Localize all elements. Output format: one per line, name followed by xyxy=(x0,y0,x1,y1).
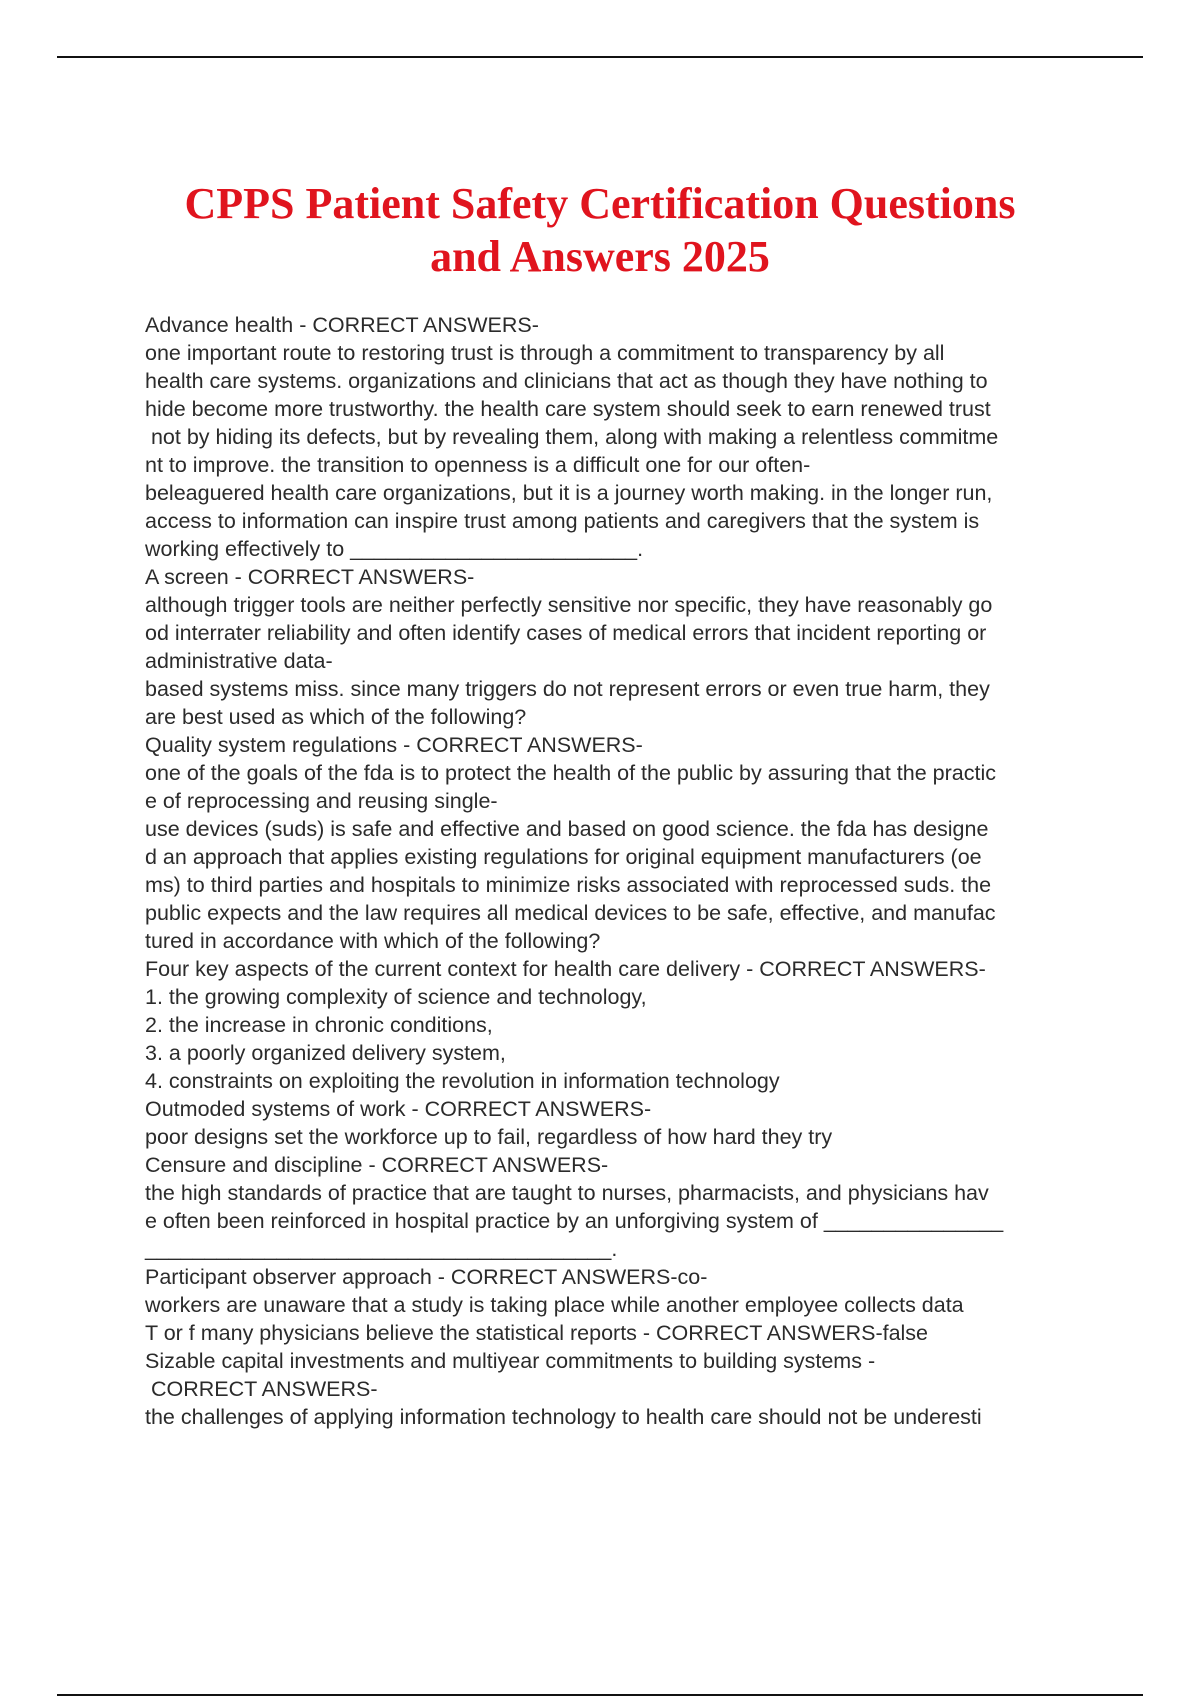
text-line: public expects and the law requires all medical devices to be safe, effective, and manufac xyxy=(145,901,996,925)
text-line: A screen - CORRECT ANSWERS- xyxy=(145,565,475,589)
text-line: _______________________________________. xyxy=(145,1237,618,1261)
text-line: e often been reinforced in hospital practice by an unforgiving system of _______________ xyxy=(145,1209,1004,1233)
text-line: tured in accordance with which of the following? xyxy=(145,929,601,953)
text-line: use devices (suds) is safe and effective and based on good science. the fda has designe xyxy=(145,817,989,841)
document-title xyxy=(100,177,1100,283)
bottom-rule xyxy=(57,1694,1143,1696)
text-line: working effectively to ________________________. xyxy=(145,537,644,561)
text-line: 3. a poorly organized delivery system, xyxy=(145,1041,506,1065)
text-line: Censure and discipline - CORRECT ANSWERS- xyxy=(145,1153,609,1177)
text-line: d an approach that applies existing regulations for original equipment manufacturers (oe xyxy=(145,845,982,869)
text-line: one important route to restoring trust is through a commitment to transparency by all xyxy=(145,341,945,365)
text-line: nt to improve. the transition to openness is a difficult one for our often- xyxy=(145,453,811,477)
text-line: based systems miss. since many triggers do not represent errors or even true harm, they xyxy=(145,677,990,701)
text-line: one of the goals of the fda is to protect the health of the public by assuring that the practic xyxy=(145,761,996,785)
text-line: CORRECT ANSWERS- xyxy=(145,1377,378,1401)
text-line: 2. the increase in chronic conditions, xyxy=(145,1013,493,1037)
text-line: Outmoded systems of work - CORRECT ANSWERS- xyxy=(145,1097,652,1121)
top-rule xyxy=(57,56,1143,58)
text-line: Sizable capital investments and multiyear commitments to building systems - xyxy=(145,1349,876,1373)
text-line: ms) to third parties and hospitals to minimize risks associated with reprocessed suds. the xyxy=(145,873,992,897)
text-line: access to information can inspire trust among patients and caregivers that the system is xyxy=(145,509,980,533)
text-line: health care systems. organizations and clinicians that act as though they have nothing to xyxy=(145,369,988,393)
text-line: are best used as which of the following? xyxy=(145,705,527,729)
text-line: 1. the growing complexity of science and technology, xyxy=(145,985,647,1009)
text-line: od interrater reliability and often identify cases of medical errors that incident reporting or xyxy=(145,621,987,645)
text-line: hide become more trustworthy. the health care system should seek to earn renewed trust xyxy=(145,397,991,421)
document-body xyxy=(145,311,1145,1431)
text-line: not by hiding its defects, but by revealing them, along with making a relentless commitme xyxy=(145,425,999,449)
text-line: Four key aspects of the current context for health care delivery - CORRECT ANSWERS- xyxy=(145,957,986,981)
text-line: workers are unaware that a study is taking place while another employee collects data xyxy=(145,1293,964,1317)
text-line: Participant observer approach - CORRECT ANSWERS-co- xyxy=(145,1265,708,1289)
text-line: the challenges of applying information technology to health care should not be underesti xyxy=(145,1405,982,1429)
text-line: 4. constraints on exploiting the revolution in information technology xyxy=(145,1069,780,1093)
text-line: e of reprocessing and reusing single- xyxy=(145,789,498,813)
title-line-1: CPPS Patient Safety Certification Questions xyxy=(184,179,1016,229)
text-line: although trigger tools are neither perfectly sensitive nor specific, they have reasonably go xyxy=(145,593,993,617)
text-line: the high standards of practice that are taught to nurses, pharmacists, and physicians hav xyxy=(145,1181,989,1205)
text-line: Advance health - CORRECT ANSWERS- xyxy=(145,313,539,337)
text-line: administrative data- xyxy=(145,649,333,673)
text-line: beleaguered health care organizations, but it is a journey worth making. in the longer run, xyxy=(145,481,993,505)
text-line: Quality system regulations - CORRECT ANSWERS- xyxy=(145,733,643,757)
text-line: poor designs set the workforce up to fail, regardless of how hard they try xyxy=(145,1125,833,1149)
text-line: T or f many physicians believe the statistical reports - CORRECT ANSWERS-false xyxy=(145,1321,929,1345)
title-line-2: and Answers 2025 xyxy=(430,232,770,282)
